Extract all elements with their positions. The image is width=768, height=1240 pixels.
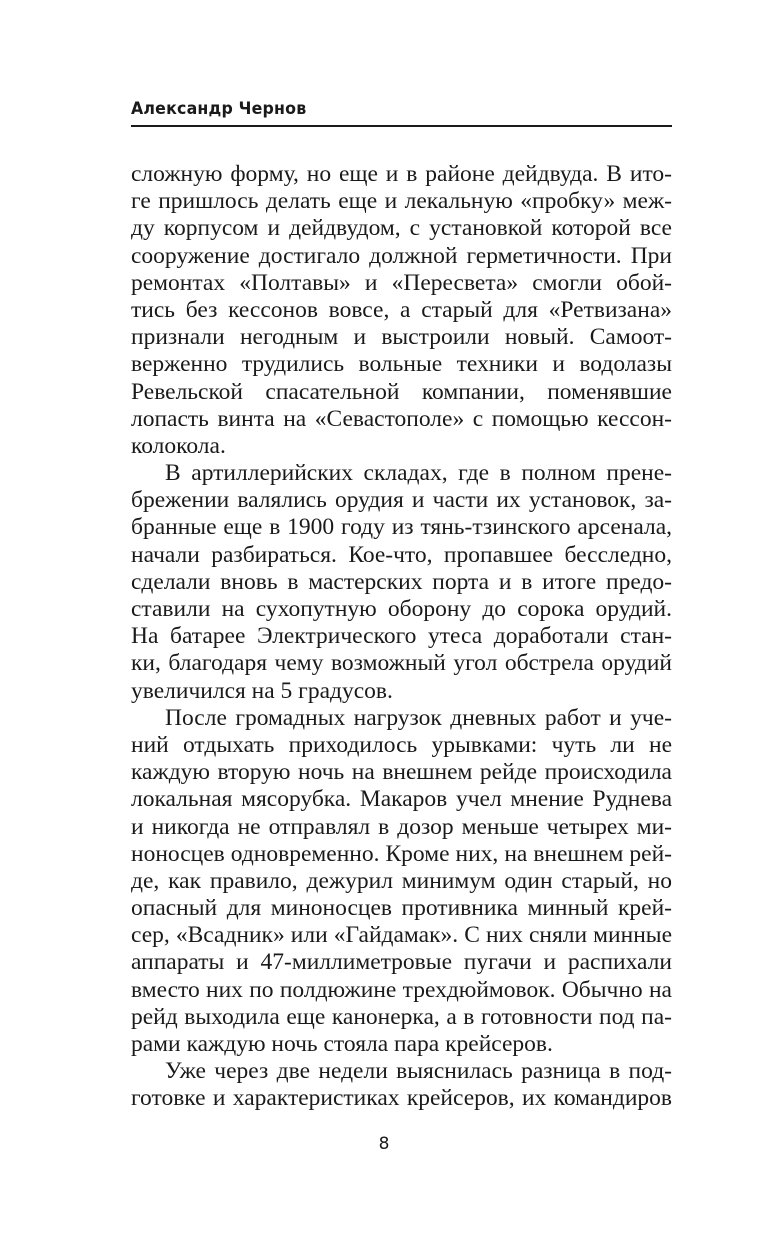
- text-line: локальная мясорубка. Макаров учел мнение Руднева: [131, 786, 672, 813]
- text-line: аппараты и 47-миллиметровые пугачи и распихали: [131, 949, 672, 976]
- text-line: После громадных нагрузок дневных работ и уче-: [165, 704, 672, 731]
- running-header: [131, 97, 672, 127]
- text-line: ге пришлось делать еще и лекальную «пробку» меж-: [131, 188, 672, 215]
- text-line: начали разбираться. Кое-что, пропавшее бесследно,: [131, 541, 672, 568]
- text-line: На батарее Электрического утеса доработали стан-: [131, 623, 672, 650]
- text-line: сложную форму, но еще и в районе дейдвуда. В ито-: [131, 161, 672, 187]
- text-line: признали негодным и выстроили новый. Самоот-: [131, 324, 672, 351]
- page-number: 8: [378, 1134, 390, 1154]
- text-line: ний отдыхать приходилось урывками: чуть ли не: [131, 731, 672, 758]
- text-line: тись без кессонов вовсе, а старый для «Ретвизана»: [131, 296, 672, 323]
- text-line: колокола.: [131, 432, 226, 459]
- text-line: ремонтах «Полтавы» и «Пересвета» смогли обой-: [131, 269, 672, 296]
- text-line: Ревельской спасательной компании, поменявшие: [131, 378, 672, 405]
- text-line: Уже через две недели выяснилась разница в под-: [165, 1058, 672, 1085]
- text-line: рейд выходила еще канонерка, а в готовности под па-: [131, 1003, 672, 1030]
- text-line: лопасть винта на «Севастополе» с помощью кессон-: [131, 405, 672, 432]
- text-line: ду корпусом и дейдвудом, с установкой которой все: [131, 215, 672, 242]
- text-line: В артиллерийских складах, где в полном прене-: [165, 460, 672, 487]
- text-line: верженно трудились вольные техники и водолазы: [131, 351, 672, 378]
- text-line: сооружение достигало должной герметичности. При: [131, 242, 672, 269]
- author-name: Александр Чернов: [131, 99, 307, 119]
- text-line: сделали вновь в мастерских порта и в итоге предо-: [131, 568, 672, 595]
- text-line: ки, благодаря чему возможный угол обстрела орудий: [131, 650, 672, 677]
- text-line: каждую вторую ночь на внешнем рейде происходила: [131, 759, 672, 786]
- text-line: ставили на сухопутную оборону до сорока орудий.: [131, 596, 672, 622]
- body-text: [131, 161, 672, 1113]
- text-line: и никогда не отправлял в дозор меньше четырех ми-: [131, 813, 672, 840]
- text-line: брежении валялись орудия и части их установок, за-: [131, 487, 672, 514]
- text-line: де, как правило, дежурил минимум один старый, но: [131, 867, 672, 894]
- text-line: увеличился на 5 градусов.: [131, 677, 393, 704]
- text-line: бранные еще в 1900 году из тянь-тзинского арсенала,: [131, 514, 672, 541]
- text-line: ноносцев одновременно. Кроме них, на внешнем рей-: [131, 840, 672, 867]
- text-line: опасный для миноносцев противника минный крей-: [131, 895, 672, 922]
- text-line: рами каждую ночь стояла пара крейсеров.: [131, 1031, 553, 1057]
- text-line: готовке и характеристиках крейсеров, их командиров: [131, 1085, 672, 1112]
- text-line: сер, «Всадник» или «Гайдамак». С них сняли минные: [131, 922, 672, 949]
- text-line: вместо них по полдюжине трехдюймовок. Обычно на: [131, 976, 672, 1003]
